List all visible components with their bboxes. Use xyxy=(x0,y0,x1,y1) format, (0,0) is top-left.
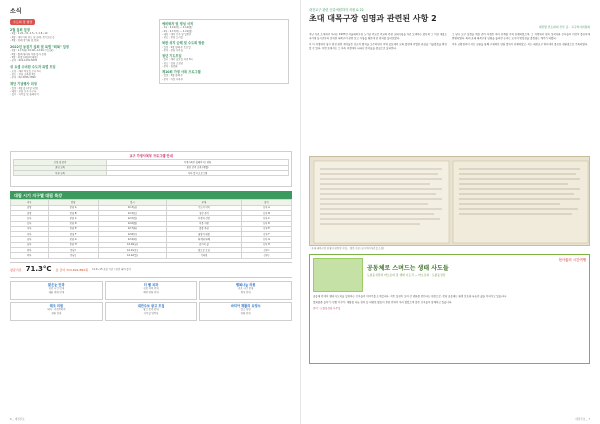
schedule-a-title: 2월 집회 일정 xyxy=(10,28,30,33)
table-cell: 12.7(화) xyxy=(98,226,166,231)
table-cell: 본당 G xyxy=(48,237,98,242)
ad-title: 더 웰 치과 xyxy=(143,283,159,288)
ad-box xyxy=(105,302,198,321)
box-right3-title: 청년 기도모임 xyxy=(162,54,182,59)
promo-title: 공동체로 스며드는 생태 사도들 xyxy=(367,264,449,272)
table-row: 부부 교육 부부 일치 프로그램 xyxy=(14,170,289,175)
promo-subtitle: 도룡동성당과 바오로의 집 생태 사도직 — 바오로와 · 도룡동성당 xyxy=(367,272,446,277)
ad-line: 사무실 연락처 xyxy=(143,311,159,315)
ad-title: 대전주보 광고 모집 xyxy=(137,304,165,309)
ad-line: 전화 안내 xyxy=(240,311,251,315)
table-cell: 신부 B xyxy=(241,211,291,216)
ad-line: 전화 안내 xyxy=(51,311,62,315)
ad-grid xyxy=(10,281,292,321)
table-cell: 남부 xyxy=(11,237,49,242)
table-cell: 감사의 삶 xyxy=(167,242,242,247)
ad-box xyxy=(199,302,292,321)
table-cell: 빛으로 오심 xyxy=(167,248,242,253)
article-byline: 대전방 전도희의 신부 글 · 교구역사위원회 xyxy=(538,25,590,30)
ad-box xyxy=(199,281,292,300)
program-info-title: 교구 가정사목부 프로그램 안내 xyxy=(129,154,173,159)
promo-photo xyxy=(313,258,363,292)
temp-value: 71.3°C xyxy=(25,264,52,273)
table-cell: 동부 xyxy=(11,216,49,221)
table-cell: 신부 F xyxy=(241,232,291,237)
schedule-c-title: 성 요셉 수녀원 수도자 특별 모임 xyxy=(10,65,56,70)
notice-column-right: 예비학자 및 영성 서적 - 1차 : 2.10(목) ~ 2.14(월) - 2차 : 2.17(목) ~ 2.21(월) - 대상 : 예비 신자 및 일반인 - 장소 : 본당 도서실 북한 성지 순례 및 수도회 방문 - 일정 : 2월 셋째 주 토요일 - 문의 : 본당 사무실 청년 기도모임 - 일시 : 매주 금요일 저녁 8시 - 장소 : 성당 소성당 - 문의 : 청년회 제10회 가정 사목 프로그램 - 일정 : 3월 첫째 주 - 문의 : 가정 사목부 xyxy=(159,19,289,147)
ad-title: 마리아 재활의 요양소 xyxy=(230,304,261,309)
table-cell: 회개와 화해 xyxy=(167,237,242,242)
table-row: 혼인 교육 혼인 준비 교육 (매월) xyxy=(14,165,289,170)
table-cell: 동부 xyxy=(11,221,49,226)
section-title: 소식 xyxy=(10,8,22,15)
table-cell: 12.11(토) xyxy=(98,248,166,253)
ad-box xyxy=(105,281,198,300)
table-cell: 신부 A xyxy=(241,205,291,210)
ad-line: 예약 전화 안내 xyxy=(143,290,159,294)
table-cell: 기다림 xyxy=(167,253,242,258)
schedule-d-title: 재단 기념행사 피정 xyxy=(10,82,37,87)
table-cell: 12.12(일) xyxy=(98,253,166,258)
notice-column-left xyxy=(10,19,155,147)
table-cell: 12.9(목) xyxy=(98,237,166,242)
table-cell: 본당 E xyxy=(48,226,98,231)
lecture-table xyxy=(10,199,292,258)
promo-box xyxy=(309,254,590,364)
table-cell: 이웃 사랑 xyxy=(167,221,242,226)
table-cell: 북부 xyxy=(11,248,49,253)
document-photo xyxy=(309,156,590,246)
ad-line: 진료 과목 안내 xyxy=(143,287,159,291)
table-cell: 신부 D xyxy=(241,221,291,226)
table-cell: 중앙 xyxy=(11,205,49,210)
table-cell: 서부 xyxy=(11,232,49,237)
ad-title: 행복나눔 의원 xyxy=(235,283,256,288)
ad-box xyxy=(10,281,103,300)
table-cell: 본당 C xyxy=(48,216,98,221)
ad-line: 내과 · 가정의학과 xyxy=(47,308,66,312)
table-cell: 신부 G xyxy=(241,237,291,242)
table-row: 신청 및 문의 가정사목부 홈페이지 / 전화 xyxy=(14,160,289,165)
box-right4-title: 제10회 가정 사목 프로그램 xyxy=(162,70,201,75)
ad-line: 입소 상담 xyxy=(240,308,251,312)
page-number-right: 대전주보 _ 7 xyxy=(575,417,590,421)
table-row xyxy=(11,253,292,258)
ad-box xyxy=(10,302,103,321)
table-cell: 본당 H xyxy=(48,242,98,247)
ad-line: 위치 안내 xyxy=(240,290,251,294)
lecture-table-title: 대림 시기 지구별 대림 특강 xyxy=(10,191,292,199)
promo-body: 공동체 안에서 생태 사도직을 실천하는 신자들의 이야기를 소개합니다. 작은 실천이 모여 큰 변화를 만든다는 믿음으로, 본당 공동체는 환경 보호와 나눔의 삶을 이어가고 있습니다. 일회용품 줄이기, 텃밭 가꾸기, 재활용 나눔 장터 등 다양한 활동이 본당 안에서 자리 잡았으며 많은 신자들이 함께하고 있습니다. 문의 : 도룡동성당 사무실 xyxy=(313,295,507,310)
page-number-left: 6 _ 대전주보 xyxy=(10,417,25,421)
table-cell: 본당 A xyxy=(48,205,98,210)
program-info-table xyxy=(13,159,289,176)
table-cell: 본당 J xyxy=(48,253,98,258)
table-cell: 본당 B xyxy=(48,211,98,216)
schedule-a-list: - 1월 : 1.20~31, 2.5~7, 2.8~10 - 2월 : 에누아와 전도 및 순례, 정기모임 등 - 3월 : 연례 정기회 및 총회 xyxy=(10,32,55,42)
ad-title: 태조 의원 xyxy=(49,304,64,309)
article-title: 초대 대목구장 임명과 관련된 사항 2 xyxy=(309,14,437,24)
photo-caption: 「초대 대목구장 임명과 관련된 서한」 원본 자료 (교구역사자료실 소장) xyxy=(309,246,385,250)
table-cell: 북부 xyxy=(11,253,49,258)
ad-line: 대표 전화 안내 xyxy=(48,290,65,294)
temp-note: 총 급여 713,822,862원 xyxy=(55,267,89,272)
right-page xyxy=(300,0,600,424)
temp-detail: 11.9~15 포함 기준 / 전년 대비 증가 xyxy=(92,267,131,271)
table-cell: 남부 xyxy=(11,242,49,247)
temp-label: 평균기온 xyxy=(10,267,22,272)
box-right2-title: 북한 성지 순례 및 수도회 방문 xyxy=(162,41,205,46)
ad-line: 진료 시간 안내 xyxy=(48,287,65,291)
table-cell: 중앙 xyxy=(11,211,49,216)
ad-title: 맑은눈 안과 xyxy=(48,283,65,288)
table-cell: 신부 C xyxy=(241,216,291,221)
ad-line: 광고 문의 안내 xyxy=(143,308,159,312)
table-header-row: 지구 본당 일시 주제 강사 xyxy=(11,200,292,205)
table-cell: 12.10(금) xyxy=(98,242,166,247)
program-info-box xyxy=(10,151,292,187)
table-cell: 성탄 준비 xyxy=(167,211,242,216)
table-cell: 본당 F xyxy=(48,232,98,237)
table-cell: 본당 D xyxy=(48,221,98,226)
table-cell: 신부 I xyxy=(241,248,291,253)
table-cell: 12.5(일) xyxy=(98,216,166,221)
table-cell: 본당 I xyxy=(48,248,98,253)
lecture-section xyxy=(10,191,292,258)
article-kicker: 대전교구 관련 인류애원하자 지원 & 22 xyxy=(309,8,364,12)
table-cell: 12.3(금) xyxy=(98,205,166,210)
schedule-b-title: 2022년 동절기 집회 및 특별 "회복" 일정 xyxy=(10,45,69,50)
table-cell: 신부 H xyxy=(241,242,291,247)
box-right-title: 예비학자 및 영성 서적 xyxy=(162,22,194,27)
manuscript-image xyxy=(310,157,590,246)
table-cell: 12.6(월) xyxy=(98,221,166,226)
schedule-d-list: - 일정 : 2월 중 (주말 피정) - 대상 : 본당 신자 누구나 - 접수 : 사무실 및 홈페이지 xyxy=(10,86,39,97)
table-cell: 12.8(수) xyxy=(98,232,166,237)
table-cell: 가정과 신앙 xyxy=(167,216,242,221)
schedule-c-list: - 모임 : 매주 목요일 오후 3시 - 장소 : 본당 교육관 2층 - 문의 : 02-3456-7890 xyxy=(10,69,41,80)
table-cell: 말씀 묵상 xyxy=(167,226,242,231)
table-cell: 희망의 대림 xyxy=(167,232,242,237)
ad-line: 진료 시간 안내 xyxy=(237,287,254,291)
schedule-b-list: - 1월 : 1.17(화) 10:00~12:00 (기도회) - 2월 : 월례 행사와 자원 봉사 운영 - 3월 : 특별 (대면/비대면) - 문의 : 010-1234-5678 xyxy=(10,49,54,63)
table-cell: 신부 J xyxy=(241,253,291,258)
table-cell: 12.4(토) xyxy=(98,211,166,216)
table-cell: 기도의 의미 xyxy=(167,205,242,210)
promo-tag: 천사들의 시간여행 xyxy=(558,258,586,263)
notice-tag: 수도회 및 행정 xyxy=(10,19,35,25)
table-cell: 서부 xyxy=(11,226,49,231)
table-cell: 신부 E xyxy=(241,226,291,231)
article-body: 지난 자료 소개에서 우리는 1937년 서울대목구장 노기남 주교로 주교좌 주관 교회사항을 자료 모색하는 중단적 그 이상 내용도 국가에 동시로부터 보내된 대목구의 관련 보고 사항을 영문에 한 편지를 살펴보았다. 이 이 과정에서 당시 경성 관련 제자들은 선교의 원칙을 고수하면서 지역 공동체의 교회 발전에 각별한 관심을 기울였음을 확인할 수 있다. 이번 호에서는 그 후속 과정에서 나타난 문서들을 중심으로 살펴본다. 그 당시 교구 설정을 위한 준비 과정은 여러 단계를 거쳐 진행되었으며, 그 과정에서 현지 성직자와 신자들의 의견이 중요하게 반영되었다. 특히 초대 대목구장 임명을 둘러싼 논의는 교구의 방향성을 결정짓는 계기가 되었다. 이후 교황청과의 서신 교환을 통해 구체적인 임명 절차가 진행되었고, 이는 대전교구 역사에서 중요한 전환점으로 기록되었다. xyxy=(309,32,590,50)
temperature-bar xyxy=(10,262,292,278)
